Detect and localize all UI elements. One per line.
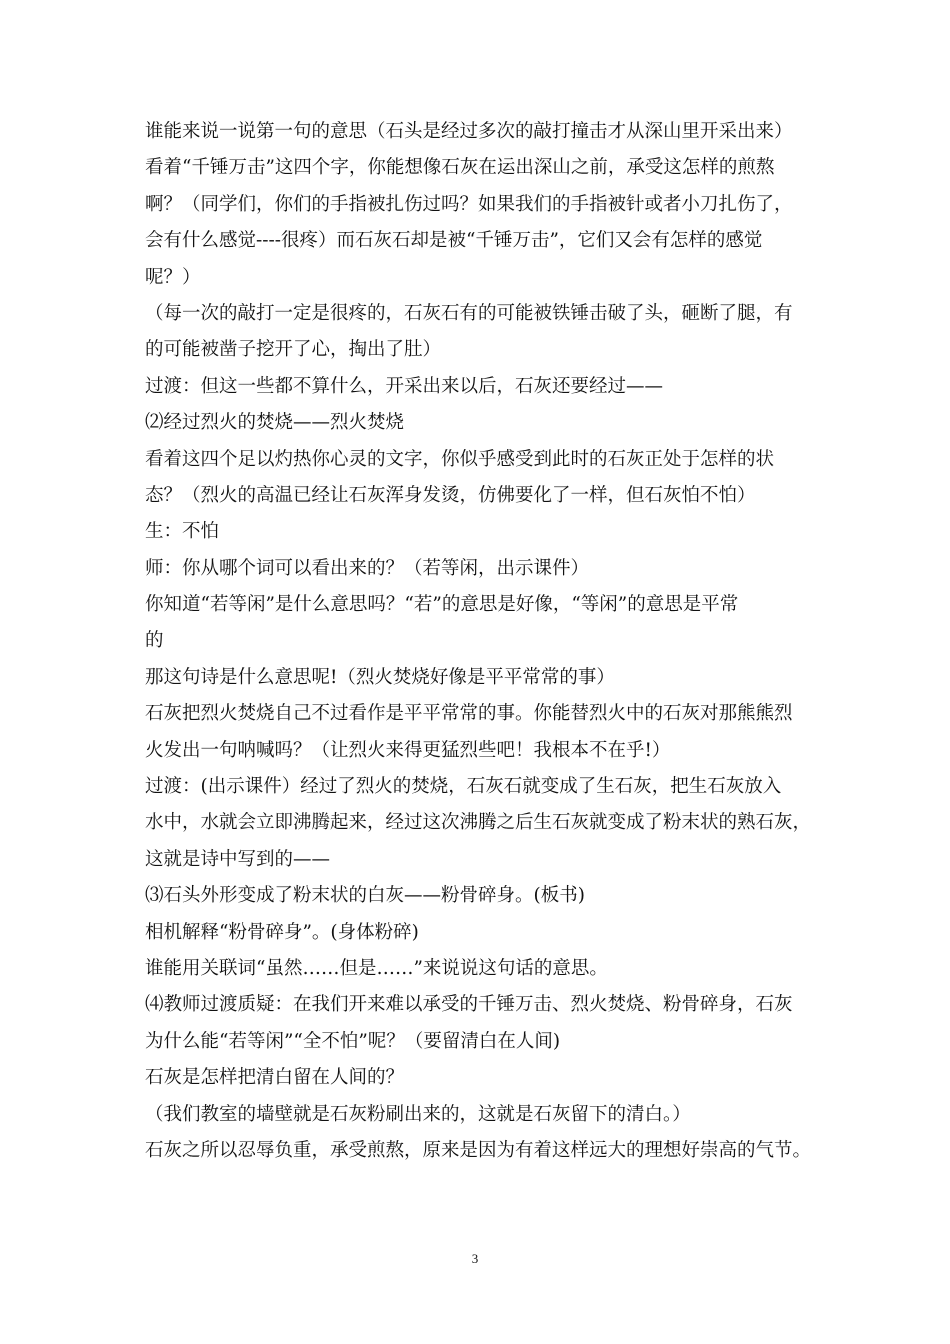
text-line: 师：你从哪个词可以看出来的？（若等闲，出示课件） bbox=[145, 557, 590, 579]
text-line: ⑶石头外形变成了粉末状的白灰——粉骨碎身。(板书) bbox=[145, 885, 585, 907]
text-line: 火发出一句呐喊吗？（让烈火来得更猛烈些吧！我根本不在乎!） bbox=[145, 739, 671, 761]
text-line: 石灰是怎样把清白留在人间的？ bbox=[145, 1067, 405, 1089]
text-line: 水中，水就会立即沸腾起来，经过这次沸腾之后生石灰就变成了粉末状的熟石灰， bbox=[145, 812, 812, 834]
text-line: 看着“千锤万击”这四个字，你能想像石灰在运出深山之前，承受这怎样的煎熬 bbox=[145, 157, 775, 179]
text-line: （每一次的敲打一定是很疼的，石灰石有的可能被铁锤击破了头，砸断了腿，有 bbox=[145, 302, 793, 324]
text-line: 的 bbox=[145, 630, 164, 652]
text-line: 态？（烈火的高温已经让石灰浑身发烫，仿佛要化了一样，但石灰怕不怕） bbox=[145, 484, 756, 506]
text-line: 啊？（同学们，你们的手指被扎伤过吗？如果我们的手指被针或者小刀扎伤了， bbox=[145, 193, 793, 215]
text-line: 这就是诗中写到的—— bbox=[145, 848, 331, 870]
text-line: ⑷教师过渡质疑：在我们开来难以承受的千锤万击、烈火焚烧、粉骨碎身，石灰 bbox=[145, 994, 793, 1016]
text-line: 看着这四个足以灼热你心灵的文字，你似乎感受到此时的石灰正处于怎样的状 bbox=[145, 448, 775, 470]
text-line: 你知道“若等闲”是什么意思吗？“若”的意思是好像，“等闲”的意思是平常 bbox=[145, 594, 739, 616]
text-line: 呢？） bbox=[145, 266, 201, 288]
text-line: 相机解释“粉骨碎身”。(身体粉碎) bbox=[145, 921, 419, 943]
text-line: （我们教室的墙壁就是石灰粉刷出来的，这就是石灰留下的清白。） bbox=[145, 1103, 691, 1125]
text-line: 会有什么感觉----很疼）而石灰石却是被“千锤万击”，它们又会有怎样的感觉 bbox=[145, 230, 763, 252]
text-line: 的可能被凿子挖开了心，掏出了肚） bbox=[145, 339, 442, 361]
text-line: 生：不怕 bbox=[145, 521, 220, 543]
text-line: 过渡：(出示课件）经过了烈火的焚烧，石灰石就变成了生石灰，把生石灰放入 bbox=[145, 776, 782, 798]
text-line: 过渡：但这一些都不算什么，开采出来以后，石灰还要经过—— bbox=[145, 375, 664, 397]
text-line: 为什么能“若等闲”“全不怕”呢？（要留清白在人间) bbox=[145, 1030, 561, 1052]
text-line: 石灰把烈火焚烧自己不过看作是平平常常的事。你能替烈火中的石灰对那熊熊烈 bbox=[145, 703, 793, 725]
page-number: 3 bbox=[471, 1251, 479, 1266]
text-line: ⑵经过烈火的焚烧——烈火焚烧 bbox=[145, 412, 405, 434]
text-line: 谁能来说一说第一句的意思（石头是经过多次的敲打撞击才从深山里开采出来） bbox=[145, 121, 793, 142]
text-line: 那这句诗是什么意思呢!（烈火焚烧好像是平平常常的事） bbox=[145, 666, 615, 688]
text-line: 谁能用关联词“虽然……但是……”来说说这句话的意思。 bbox=[145, 957, 608, 979]
text-line: 石灰之所以忍辱负重，承受煎熬，原来是因为有着这样远大的理想好崇高的气节。 bbox=[145, 1139, 812, 1161]
document-body bbox=[145, 114, 813, 1169]
